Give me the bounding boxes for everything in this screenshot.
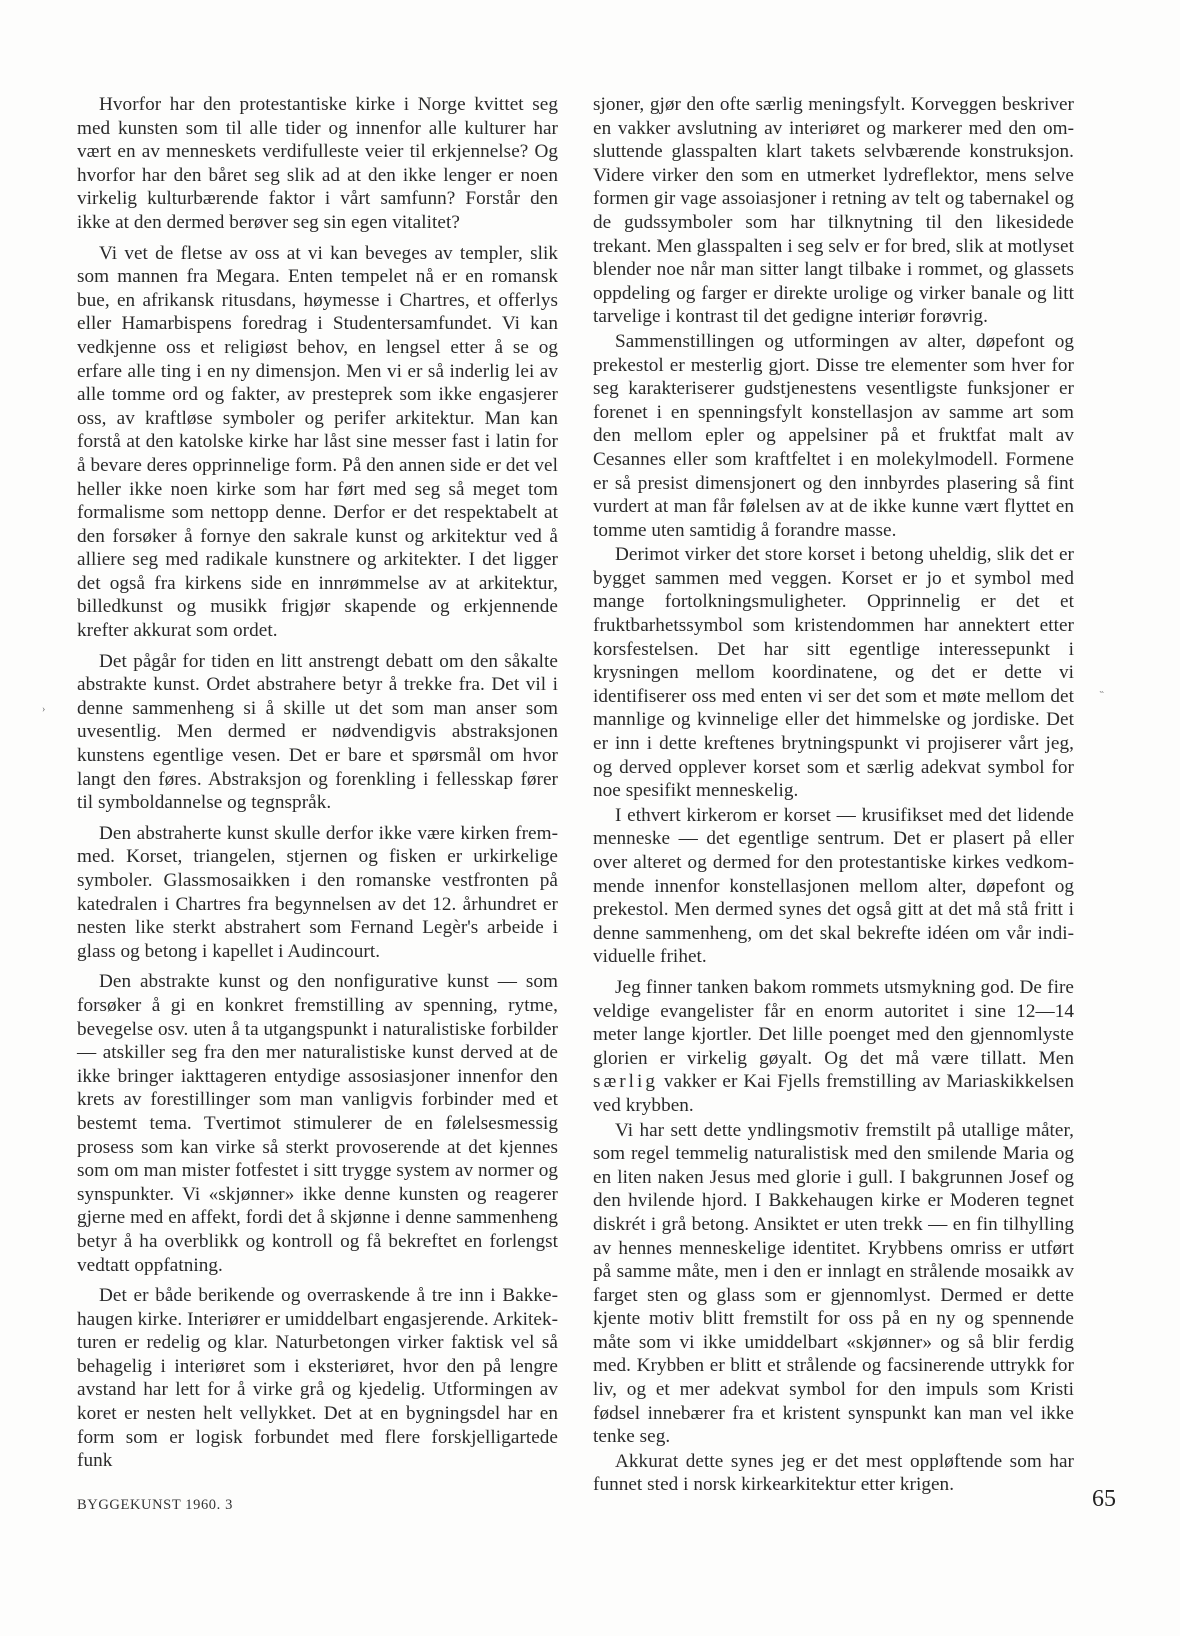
text-run: Jeg finner tanken bakom rommets utsmykning god. De fire veldige evangelister får en enorm autoritet i sine 12—14 meter lange kjortler. Det lille poenget med den gjennomlyste glorien er virkelig gøyalt. Og det må være tillatt. Men: [593, 976, 1074, 1069]
paragraph: Den abstrakte kunst og den nonfigurative kunst — som forsøker å gi en konkret fremstilling av spenning, rytme, bevegelse osv. uten å ta utgangspunkt i naturalistiske forbilder — atskiller seg fra den mer naturalistiske kunst derved at de ikke bringer iakttageren entydige assosiasjoner innenfor den krets av forestillinger som man vanligvis forbinder med et bestemt tema. Tvertimot stimulerer de en følelsesmessig prosess som kan virke så sterkt provoserende at det kjennes som om man mister fotfestet i sitt trygge system av normer og synspunkter. Vi «skjønner» ikke denne kunsten og reagerer gjerne med en affekt, fordi det å skjønne i denne sammenheng betyr å ha overblikk og kontroll og få bekreftet en forlengst vedtatt oppfatning.: [77, 971, 558, 1276]
paragraph: Vi har sett dette yndlingsmotiv fremstilt på utallige måter, som regel temmelig naturalistisk med den smilende Maria og en liten naken Jesus med glorie i gull. I bakgrunnen Josef og den hvilende hjord. I Bakkehaugen kirke er Moderen tegnet diskrét i grå betong. Ansiktet er uten trekk — en fin tilhylling av hennes menneskelige identitet. Krybbens omriss er utført på samme måte, men i den er innlagt en strålende mosaikk av farget sten og glass som er gjennomlyst. Dermed er dette kjente motiv blitt fremstilt for oss på en ny og spennende måte som vi ikke umiddelbart «skjønner» og så blir ferdig med. Krybben er blitt et strålende og facsinerende uttrykk for liv, og et mer adekvat symbol for den impuls som Kristi fødsel innebærer fra et kristent synspunkt kan man vel ikke tenke seg.: [593, 1119, 1074, 1448]
paragraph: Den abstraherte kunst skulle derfor ikke være kirken fremmed. Korset, triangelen, stjernen og fisken er urkirkelige symboler. Glassmosaikken i den romanske vestfronten på katedralen i Chartres fra begynnelsen av det 12. århundret er nesten like sterkt abstrahert som Fernand Legèr's arbeide i glass og betong i kapellet i Audincourt.: [77, 822, 558, 962]
text-run: vakker er Kai Fjells fremstilling av Mariaskikkelsen ved krybben.: [593, 1071, 1074, 1116]
paragraph: Det er både berikende og overraskende å tre inn i Bakkehaugen kirke. Interiører er umiddelbart engasjerende. Arkitekturen er redelig og klar. Naturbetongen virker faktisk vel så behagelig i interiøret som i eksteriøret, hvor den på lengre avstand har lett for å virke grå og kjedelig. Utformingen av koret er nesten helt vellykket. Det at en bygningsdel har en form som er logisk forbundet med flere forskjelligartede funk: [77, 1285, 558, 1472]
paragraph: I ethvert kirkerom er korset — krusifikset med det lidende menneske — det egentlige sentrum. Det er plasert på eller over alteret og dermed for den protestantiske kirkes vedkommende innenfor konstellasjonen mellom alter, døpefont og prekestol. Men dermed synes det også gitt at det må stå fritt i denne sammenheng, om det skal bekrefte idéen om vår individuelle frihet.: [593, 804, 1074, 968]
paragraph-continued: sjoner, gjør den ofte særlig meningsfylt. Korveggen beskriver en vakker avslutning av interiøret og markerer med den omsluttende glasspalten klart takets selvbærende konstruksjon. Videre virker den som en utmerket lydreflektor, mens selve formen gir vage assoiasjoner i retning av telt og tabernakel og de gudssymboler som har tilknytning til den likesidede trekant. Men glasspalten i seg selv er for bred, slik at motlyset blender noe når man sitter langt tilbake i rommet, og glassets oppdeling og farger er direkte urolige og virker banale og litt tarvelige i kontrast til det gedigne interiør forøvrig.: [593, 94, 1074, 328]
emphasized-word: særlig: [593, 1071, 658, 1093]
paragraph: [593, 976, 1074, 1118]
scan-mark-icon: ›: [42, 704, 46, 715]
paragraph: Det pågår for tiden en litt anstrengt debatt om den såkalte abstrakte kunst. Ordet abstrahere betyr å trekke fra. Det vil i denne sammenheng si å skille ut det som man anser som uvesentlig. Men dermed er nødvendigvis abstraksjonen kunstens egentlige vesen. Det er bare et spørsmål om hvor langt den føres. Abstraksjon og forenkling i fellesskap fører til symboldannelse og tegnspråk.: [77, 650, 558, 814]
paragraph: Derimot virker det store korset i betong uheldig, slik det er bygget sammen med veggen. Korset er jo et symbol med mange fortolkningsmuligheter. Opprinnelig er det et fruktbarhetssymbol som kristendommen har annektert etter korsfestelsen. Det har sitt egentlige interessepunkt i krysningen mellom koordinatene, og det er dette vi identifiserer oss med enten vi ser det som et møte mellom det mannlige og kvinnelige eller det himmelske og jordiske. Det er inn i dette kreftenes brytningspunkt vi projiserer vårt jeg, og derved opplever korset som et særlig adekvat symbol for noe spesifikt menneskelig.: [593, 544, 1074, 802]
scan-mark-icon: ˵: [1100, 686, 1104, 697]
paragraph: Akkurat dette synes jeg er det mest oppløftende som har funnet sted i norsk kirkearkitektur etter krigen.: [593, 1450, 1074, 1496]
paragraph: Hvorfor har den protestantiske kirke i Norge kvittet seg med kunsten som til alle tider og innenfor alle kulturer har vært en av menneskets verdifulleste veier til erkjennelse? Og hvorfor har den båret seg slik ad at den ikke lenger er noen virkelig kulturbærende faktor i vårt samfunn? Forstår den ikke at den dermed berøver seg sin egen vitalitet?: [77, 94, 558, 233]
right-column: [593, 93, 1074, 1498]
paragraph: Vi vet de fletse av oss at vi kan beveges av templer, slik som mannen fra Megara. Enten tempelet nå er en romansk bue, en afrikansk ritusdans, høymesse i Chartres, et offerlys eller Hamarbispens foredrag i Studentersamfundet. Vi kan vedkjenne oss et religiøst behov, en lengsel etter å se og erfare alle ting i en ny dimensjon. Men vi er så inderlig lei av alle tomme ord og fakter, av presteprek som ikke engasjerer oss, av kraftløse symboler og perifer arkitektur. Man kan forstå at den katolske kirke har låst sine messer fast i latin for å bevare deres opprinnelige form. På den annen side er det vel heller ikke noen kirke som har ført med seg så meget tom formalisme som nettopp denne. Derfor er det respektabelt at den forsøker å fornye den sakrale kunst og arkitektur ved å alliere seg med radikale kunstnere og arkitekter. I det ligger det også fra kirkens side en innrømmelse av at arkitektur, billedkunst og musikk frigjør skapende og erkjennende krefter akkurat som ordet.: [77, 242, 558, 642]
page-number: 65: [1092, 1486, 1116, 1512]
paragraph: Sammenstillingen og utformingen av alter, døpefont og prekestol er mesterlig gjort. Disse tre elementer som hver for seg karakteriserer gudstjenestens vesentligste funksjoner er forenet i en spenningsfylt konstellasjon av samme art som den mellom epler og appelsiner på et fruktfat malt av Cesannes eller som kraftfeltet i en molekylmodell. Formene er så presist dimensjonert og den innbyrdes plasering så fint vurdert at man får følelsen av at de ikke kunne vært flyttet en tomme uten samtidig å forandre masse.: [593, 330, 1074, 541]
left-column: [77, 93, 558, 1480]
publication-footer: BYGGEKUNST 1960. 3: [77, 1497, 233, 1513]
